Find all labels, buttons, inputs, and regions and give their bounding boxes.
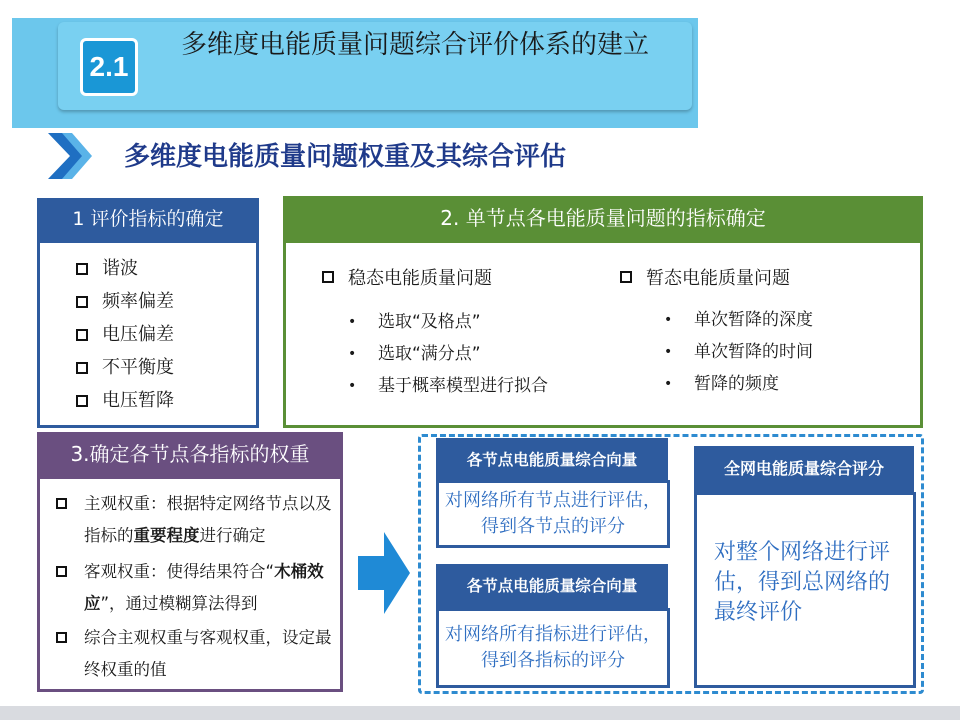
list-item: • 选取“满分点”	[348, 338, 548, 370]
section-heading: 多维度电能质量问题权重及其综合评估	[124, 142, 567, 172]
checkbox-square-icon	[76, 362, 88, 374]
grid-score-text: 对整个网络进行评估，得到总网络的最终评价	[714, 540, 891, 625]
bullet-icon: •	[664, 312, 673, 328]
list-item: • 选取“及格点”	[348, 306, 548, 338]
list-item: • 基于概率模型进行拟合	[348, 370, 548, 402]
voltage-sag-list	[664, 304, 813, 400]
checkbox-square-icon	[76, 263, 88, 275]
bottom-strip	[0, 706, 960, 720]
index-vector-text: 对网络所有指标进行评估，得到各指标的评分	[445, 624, 661, 671]
indicator-list	[76, 252, 174, 417]
checkbox-square-icon	[76, 329, 88, 341]
objective-weight-item: 客观权重：使得结果符合“木桶效应”，通过模糊算法得到	[56, 556, 338, 620]
bullet-icon: •	[664, 376, 673, 392]
chevron-right-icon	[48, 133, 92, 179]
panel3-header: 3.确定各节点各指标的权重	[37, 432, 343, 476]
list-item: • 单次暂降的时间	[664, 336, 813, 368]
subjective-weight-item: 主观权重：根据特定网络节点以及指标的重要程度进行确定	[56, 488, 338, 552]
section-number-badge: 2.1	[80, 38, 138, 96]
list-item: 谐波	[76, 252, 174, 285]
steady-state-heading: 稳态电能质量问题	[322, 262, 492, 292]
arrow-right-icon	[358, 532, 410, 614]
node-vector-text: 对网络所有节点进行评估，得到各节点的评分	[445, 490, 661, 537]
bullet-icon: •	[348, 378, 357, 394]
panel2-header: 2. 单节点各电能质量问题的指标确定	[283, 196, 923, 240]
bullet-icon: •	[348, 314, 357, 330]
slide-title: 多维度电能质量问题综合评价体系的建立	[180, 30, 649, 60]
checkbox-square-icon	[322, 271, 334, 283]
list-item: 频率偏差	[76, 285, 174, 318]
node-vector-header: 各节点电能质量综合向量	[436, 438, 668, 480]
list-item: 电压偏差	[76, 318, 174, 351]
bullet-icon: •	[664, 344, 673, 360]
grid-score-header: 全网电能质量综合评分	[694, 446, 914, 492]
panel1-header: 1 评价指标的确定	[37, 198, 259, 240]
checkbox-square-icon	[620, 271, 632, 283]
checkbox-square-icon	[56, 566, 67, 577]
checkbox-square-icon	[76, 395, 88, 407]
list-item: 不平衡度	[76, 351, 174, 384]
combined-weight-item: 综合主观权重与客观权重，设定最终权重的值	[56, 622, 338, 686]
list-item: • 单次暂降的深度	[664, 304, 813, 336]
voltage-sag-heading: 暂态电能质量问题	[620, 262, 790, 292]
checkbox-square-icon	[76, 296, 88, 308]
steady-state-list	[348, 306, 548, 402]
checkbox-square-icon	[56, 632, 67, 643]
list-item: • 暂降的频度	[664, 368, 813, 400]
list-item: 电压暂降	[76, 384, 174, 417]
checkbox-square-icon	[56, 498, 67, 509]
index-vector-header: 各节点电能质量综合向量	[436, 564, 668, 608]
bullet-icon: •	[348, 346, 357, 362]
